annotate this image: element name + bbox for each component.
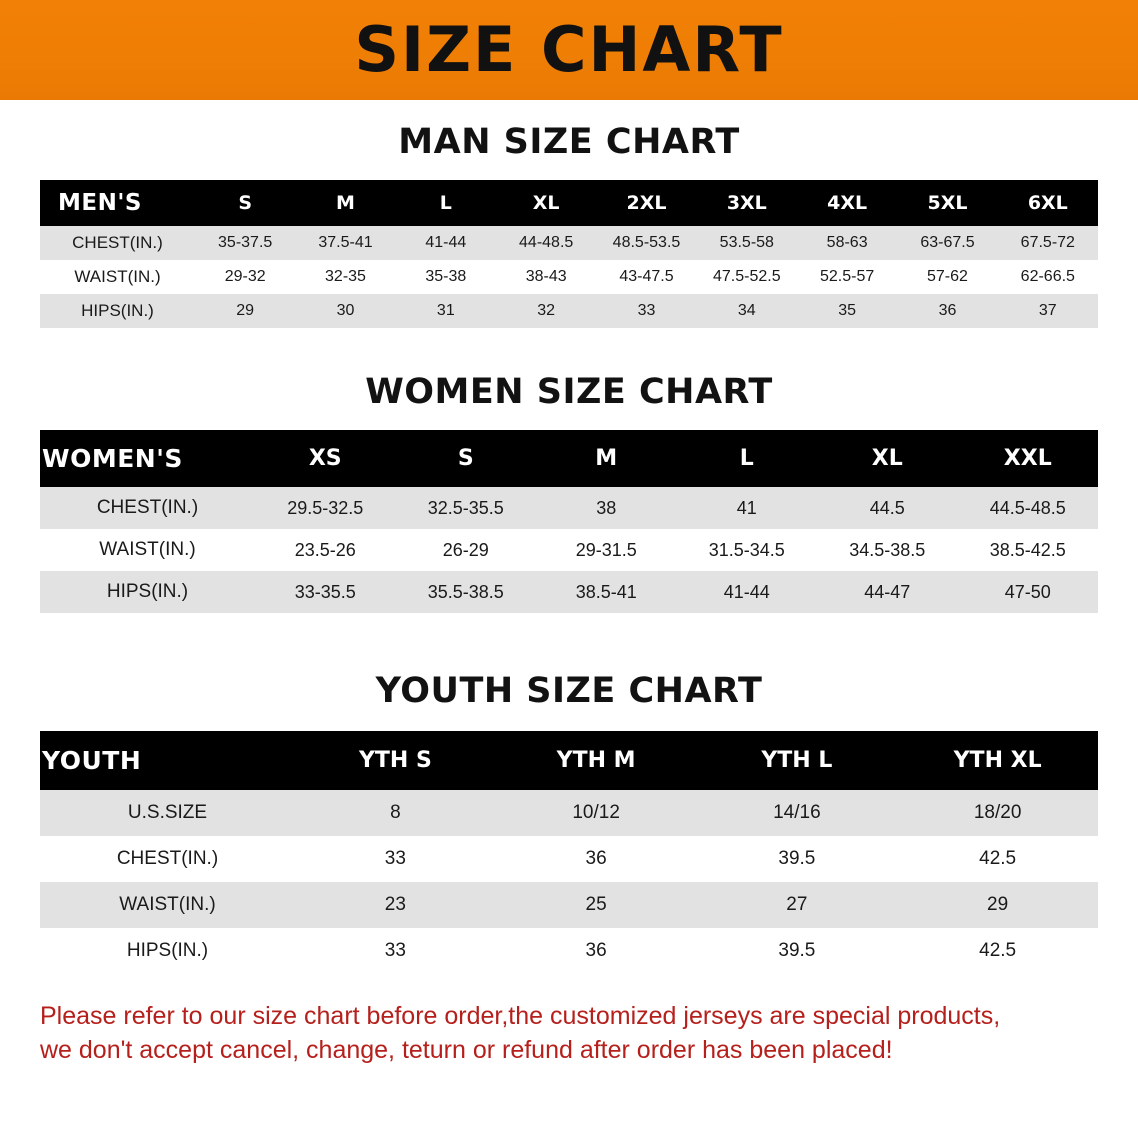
- cell: 53.5-58: [697, 226, 797, 260]
- row-label: CHEST(IN.): [40, 836, 295, 882]
- cell: 63-67.5: [897, 226, 997, 260]
- youth-header-cell: YOUTH: [40, 731, 295, 790]
- cell: 36: [496, 928, 697, 974]
- banner: [0, 0, 1138, 100]
- women-table-wrap: [0, 430, 1138, 613]
- cell: 35-38: [396, 260, 496, 294]
- man-header-cell: MEN'S: [40, 180, 195, 226]
- youth-size-table: [40, 731, 1098, 974]
- cell: 47.5-52.5: [697, 260, 797, 294]
- cell: 44-47: [817, 571, 958, 613]
- cell: 41: [677, 487, 818, 529]
- cell: 37.5-41: [295, 226, 395, 260]
- man-header-cell: M: [295, 180, 395, 226]
- cell: 38.5-42.5: [958, 529, 1099, 571]
- man-header-cell: S: [195, 180, 295, 226]
- cell: 29.5-32.5: [255, 487, 396, 529]
- cell: 23: [295, 882, 496, 928]
- cell: 29: [897, 882, 1098, 928]
- man-header-cell: 5XL: [897, 180, 997, 226]
- cell: 25: [496, 882, 697, 928]
- table-row: [40, 571, 1098, 613]
- man-table-head: [40, 180, 1098, 226]
- cell: 41-44: [396, 226, 496, 260]
- row-label: CHEST(IN.): [40, 487, 255, 529]
- cell: 38-43: [496, 260, 596, 294]
- man-header-cell: 2XL: [596, 180, 696, 226]
- cell: 34: [697, 294, 797, 328]
- cell: 10/12: [496, 790, 697, 836]
- cell: 38: [536, 487, 677, 529]
- women-header-cell: WOMEN'S: [40, 430, 255, 487]
- youth-header-cell: YTH XL: [897, 731, 1098, 790]
- cell: 39.5: [697, 928, 898, 974]
- table-row: [40, 487, 1098, 529]
- cell: 47-50: [958, 571, 1099, 613]
- table-row: [40, 260, 1098, 294]
- cell: 32: [496, 294, 596, 328]
- cell: 44.5: [817, 487, 958, 529]
- youth-header-cell: YTH M: [496, 731, 697, 790]
- row-label: U.S.SIZE: [40, 790, 295, 836]
- row-label: WAIST(IN.): [40, 529, 255, 571]
- cell: 29-32: [195, 260, 295, 294]
- cell: 38.5-41: [536, 571, 677, 613]
- women-table-head: [40, 430, 1098, 487]
- cell: 14/16: [697, 790, 898, 836]
- cell: 23.5-26: [255, 529, 396, 571]
- man-section-heading: MAN SIZE CHART: [398, 122, 740, 162]
- table-row: [40, 294, 1098, 328]
- cell: 57-62: [897, 260, 997, 294]
- women-header-cell: XXL: [958, 430, 1099, 487]
- table-row: [40, 790, 1098, 836]
- man-header-cell: 6XL: [998, 180, 1098, 226]
- youth-table-head: [40, 731, 1098, 790]
- women-table-body: [40, 487, 1098, 613]
- table-row: [40, 836, 1098, 882]
- row-label: CHEST(IN.): [40, 226, 195, 260]
- cell: 32.5-35.5: [396, 487, 537, 529]
- footnote-line-2: we don't accept cancel, change, teturn or refund after order has been placed!: [40, 1035, 893, 1064]
- cell: 42.5: [897, 836, 1098, 882]
- cell: 39.5: [697, 836, 898, 882]
- man-header-cell: L: [396, 180, 496, 226]
- youth-table-body: [40, 790, 1098, 974]
- women-header-cell: XS: [255, 430, 396, 487]
- women-size-table: [40, 430, 1098, 613]
- cell: 33: [295, 928, 496, 974]
- cell: 18/20: [897, 790, 1098, 836]
- table-header-row: [40, 180, 1098, 226]
- youth-header-cell: YTH S: [295, 731, 496, 790]
- banner-title: SIZE CHART: [354, 13, 784, 86]
- footnote: [40, 1000, 1098, 1068]
- cell: 58-63: [797, 226, 897, 260]
- women-section-heading: WOMEN SIZE CHART: [365, 372, 773, 412]
- man-table-body: [40, 226, 1098, 328]
- man-header-cell: XL: [496, 180, 596, 226]
- youth-section-heading: YOUTH SIZE CHART: [375, 671, 763, 711]
- cell: 35: [797, 294, 897, 328]
- cell: 37: [998, 294, 1098, 328]
- cell: 31.5-34.5: [677, 529, 818, 571]
- row-label: HIPS(IN.): [40, 928, 295, 974]
- row-label: WAIST(IN.): [40, 882, 295, 928]
- cell: 43-47.5: [596, 260, 696, 294]
- cell: 44-48.5: [496, 226, 596, 260]
- footnote-line-1: Please refer to our size chart before order,the customized jerseys are special products,: [40, 1002, 1001, 1030]
- cell: 35-37.5: [195, 226, 295, 260]
- cell: 29-31.5: [536, 529, 677, 571]
- table-row: [40, 529, 1098, 571]
- cell: 33: [295, 836, 496, 882]
- cell: 52.5-57: [797, 260, 897, 294]
- cell: 34.5-38.5: [817, 529, 958, 571]
- youth-header-cell: YTH L: [697, 731, 898, 790]
- cell: 36: [496, 836, 697, 882]
- cell: 33: [596, 294, 696, 328]
- cell: 36: [897, 294, 997, 328]
- table-row: [40, 226, 1098, 260]
- cell: 44.5-48.5: [958, 487, 1099, 529]
- cell: 35.5-38.5: [396, 571, 537, 613]
- row-label: HIPS(IN.): [40, 571, 255, 613]
- table-header-row: [40, 731, 1098, 790]
- cell: 30: [295, 294, 395, 328]
- cell: 48.5-53.5: [596, 226, 696, 260]
- man-size-table: [40, 180, 1098, 328]
- cell: 42.5: [897, 928, 1098, 974]
- row-label: WAIST(IN.): [40, 260, 195, 294]
- table-header-row: [40, 430, 1098, 487]
- cell: 32-35: [295, 260, 395, 294]
- cell: 29: [195, 294, 295, 328]
- cell: 62-66.5: [998, 260, 1098, 294]
- women-header-cell: L: [677, 430, 818, 487]
- cell: 27: [697, 882, 898, 928]
- man-header-cell: 3XL: [697, 180, 797, 226]
- cell: 8: [295, 790, 496, 836]
- women-header-cell: S: [396, 430, 537, 487]
- youth-table-wrap: [0, 731, 1138, 974]
- table-row: [40, 882, 1098, 928]
- cell: 26-29: [396, 529, 537, 571]
- women-header-cell: XL: [817, 430, 958, 487]
- man-header-cell: 4XL: [797, 180, 897, 226]
- man-table-wrap: [0, 180, 1138, 328]
- row-label: HIPS(IN.): [40, 294, 195, 328]
- table-row: [40, 928, 1098, 974]
- cell: 33-35.5: [255, 571, 396, 613]
- cell: 41-44: [677, 571, 818, 613]
- cell: 67.5-72: [998, 226, 1098, 260]
- cell: 31: [396, 294, 496, 328]
- women-header-cell: M: [536, 430, 677, 487]
